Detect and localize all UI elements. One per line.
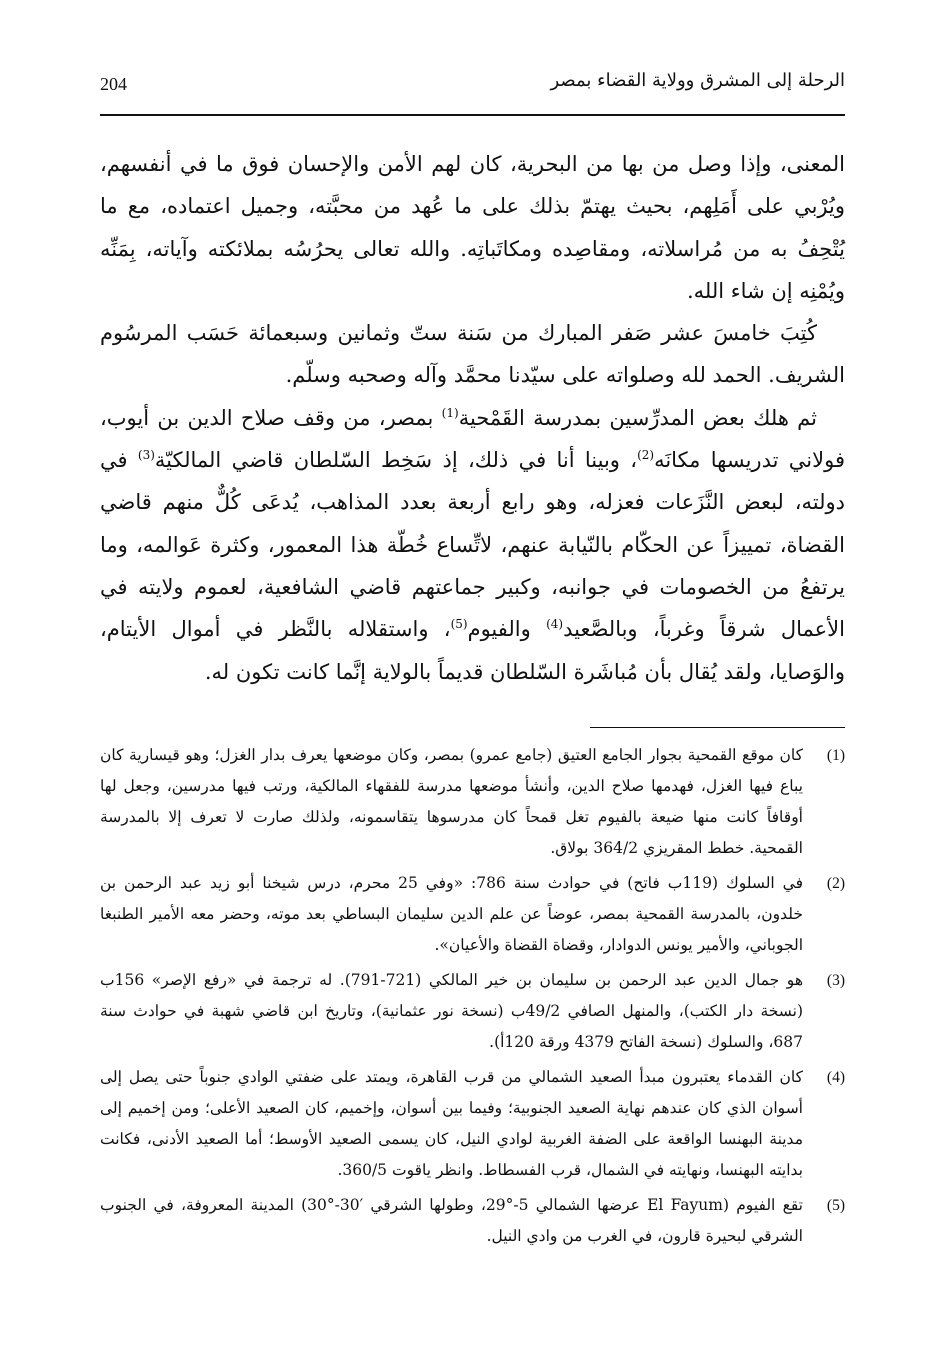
footnote-2: [100, 868, 845, 961]
paragraph-3-text: والفيوم: [467, 617, 547, 642]
footnote-text: هو جمال الدين عبد الرحمن بن سليمان بن خير المالكي (721-791). له ترجمة في «رفع الإصر» 156ب (نسخة دار الكتب)، والمنهل الصافي 49/2ب (نسخة نور عثمانية)، وتاريخ ابن قاضي شهبة في حوادث سنة 687، والسلوك (نسخة الفاتح 4379 ورقة 120أ).: [100, 971, 803, 1051]
header-rule: [100, 114, 845, 116]
footnotes: [100, 740, 845, 1256]
paragraph-3: [100, 397, 845, 693]
footnote-ref-3[interactable]: (3): [137, 448, 155, 463]
footnote-3: [100, 965, 845, 1058]
paragraph-2: كُتِبَ خامسَ عشر صَفر المبارك من سَنة ستّ وثمانين وسبعمائة حَسَب المرسُوم الشريف. الحمد لله وصلواته على سيّدنا محمَّد وآله وصحبه وسلّم.: [100, 321, 845, 388]
footnote-number: (3): [826, 972, 845, 989]
footnote-4: [100, 1062, 845, 1186]
footnote-text: كان القدماء يعتبرون مبدأ الصعيد الشمالي من قرب القاهرة، ويمتد على ضفتي الوادي جنوباً حتى يصل إلى أسوان الذي كان عندهم نهاية الصعيد الجنوبية؛ وفيما بين أسوان، وإخميم، كان الصعيد الأعلى؛ ومن إخميم إلى مدينة البهنسا الواقعة على الضفة الغربية لوادي النيل، كان يسمى الصعيد الأوسط؛ أما الصعيد الأدنى، فكانت بدايته البهنسا، ونهايته في الشمال، قرب الفسطاط. وانظر ياقوت 360/5.: [100, 1068, 803, 1179]
footnote-ref-2[interactable]: (2): [637, 448, 655, 463]
footnote-text: كان موقع القمحية بجوار الجامع العتيق (جامع عمرو) بمصر، وكان موضعها يعرف بدار الغزل؛ وهو قيسارية كان يباع فيها الغزل، فهدمها صلاح الدين، وأنشأ موضعها مدرسة للفقهاء المالكية، ورتب فيها مدرسين، وجعل لها أوقافاً كانت منها ضيعة بالفيوم تغل قمحاً كان مدرسوها يتقاسمونه، ولذلك صارت لا تعرف إلا بالمدرسة القمحية. خطط المقريزي 364/2 بولاق.: [100, 746, 803, 857]
footnote-separator: [590, 727, 845, 728]
paragraph-3-text: في دولته، لبعض النَّزَعات فعزله، وهو رابع أربعة بعدد المذاهب، يُدعَى كُلٌّ منهم قاضي القضاة، تمييزاً عن الحكّام بالنّيابة عنهم، لاتِّساع خُطّة هذا المعمور، وكثرة عَوالمه، وما يرتفعُ من الخصومات في جوانبه، وكبير جماعتهم قاضي الشافعية، لعموم ولايته في الأعمال شرقاً وغرباً، وبالصَّعيد: [100, 448, 845, 642]
footnote-ref-1[interactable]: (1): [441, 405, 459, 420]
footnote-ref-4[interactable]: (4): [546, 617, 564, 632]
footnote-1: [100, 740, 845, 864]
footnote-number: (1): [826, 747, 845, 764]
page-number: 204: [100, 74, 127, 94]
paragraph-3-text: ثم هلك بعض المدرِّسين بمدرسة القَمْحية: [458, 405, 817, 430]
page-header: [100, 68, 845, 108]
footnote-text: في السلوك (119ب فاتح) في حوادث سنة 786: «وفي 25 محرم، درس شيخنا أبو زيد عبد الرحمن بن خلدون، بالمدرسة القمحية بمصر، عوضاً عن علم الدين سليمان البساطي بعد موته، وحضر معه الأمير الطنبغا الجوباني، والأمير يونس الدوادار، وقضاة القضاة والأعيان».: [100, 874, 803, 954]
footnote-5: [100, 1190, 845, 1252]
paragraph-1: المعنى، وإذا وصل من بها من البحرية، كان لهم الأمن والإحسان فوق ما في أنفسهم، ويُرْبي على أَمَلِهم، بحيث يهتمّ بذلك على ما عُهد من محبَّته، وجميل اعتماده، مع ما يُتْحِفُ به من مُراسلاته، ومقاصِده ومكاتَباتِه. والله تعالى يحرُسُه بملائكته وآياته، بِمَنِّه ويُمْنِه إن شاء الله.: [100, 152, 845, 303]
paragraph-3-text: ، واستقلاله بالنَّظر في أموال الأيتام، والوَصايا، ولقد يُقال بأن مُباشَرة السّلطان قديماً بالولاية إنَّما كانت تكون له.: [100, 617, 845, 684]
footnote-text: تقع الفيوم (El Fayum عرضها الشمالي 5-°29، وطولها الشرقي ′30-°30) المدينة المعروفة، في الجنوب الشرقي لبحيرة قارون، في الغرب من وادي النيل.: [100, 1196, 803, 1245]
footnote-number: (2): [826, 875, 845, 892]
footnote-ref-5[interactable]: (5): [450, 617, 468, 632]
paragraph-3-text: بمصر، من وقف صلاح الدين بن أيوب، فولاني تدريسها مكانَه: [100, 405, 845, 473]
running-title: الرحلة إلى المشرق وولاية القضاء بمصر: [550, 70, 845, 91]
paragraph-3-text: ، وبينا أنا في ذلك، إذ سَخِط السّلطان قاضي المالكيّة: [154, 448, 638, 473]
footnote-number: (5): [826, 1197, 845, 1214]
footnote-number: (4): [826, 1069, 845, 1086]
main-text: [100, 143, 845, 693]
